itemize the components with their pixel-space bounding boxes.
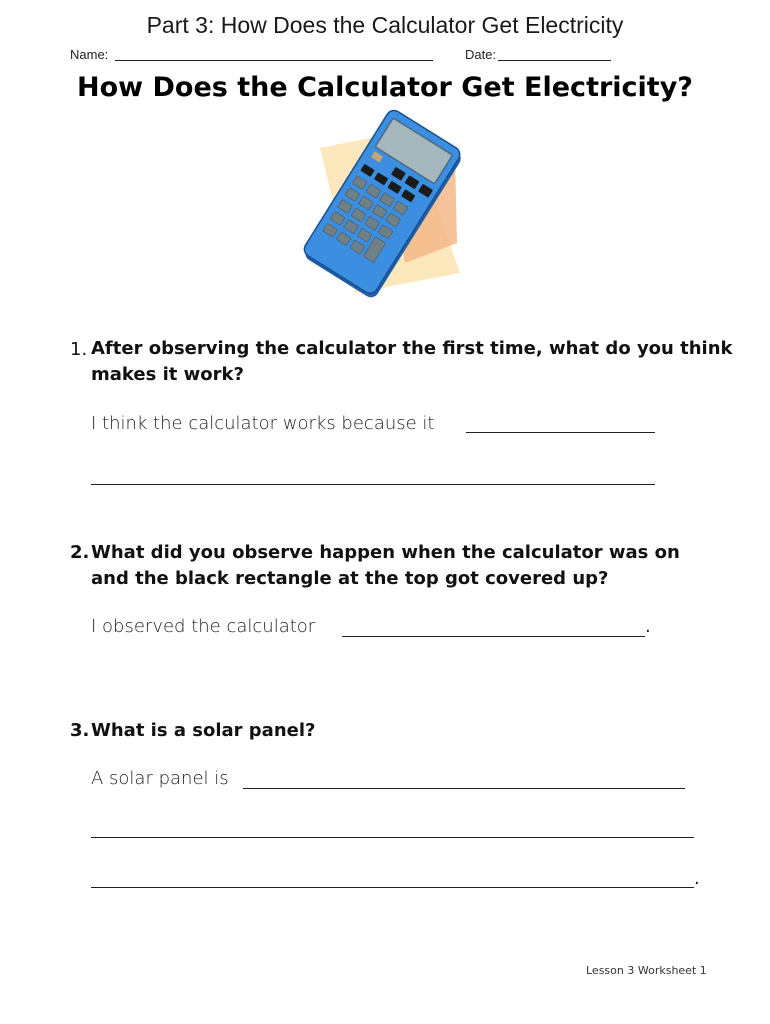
name-field-line[interactable] bbox=[115, 60, 433, 61]
question-3-text: What is a solar panel? bbox=[91, 720, 316, 741]
question-2-text-line1: What did you observe happen when the calculator was on bbox=[91, 542, 680, 563]
question-1-text-line1: After observing the calculator the first time, what do you think bbox=[91, 338, 733, 359]
question-1-answer-line-1[interactable] bbox=[466, 432, 655, 433]
question-2-answer-line[interactable] bbox=[342, 636, 645, 637]
part-title: Part 3: How Does the Calculator Get Electricity bbox=[146, 12, 624, 38]
footer-label: Lesson 3 Worksheet 1 bbox=[586, 964, 707, 977]
question-2-number: 2. bbox=[70, 542, 90, 563]
calculator-illustration bbox=[295, 108, 470, 298]
date-label: Date: bbox=[465, 47, 497, 62]
name-label: Name: bbox=[70, 47, 109, 62]
question-3-prompt: A solar panel is bbox=[91, 768, 229, 789]
question-2-period: . bbox=[645, 616, 651, 637]
question-3-period: . bbox=[694, 868, 700, 889]
date-field-line[interactable] bbox=[498, 60, 611, 61]
question-1-prompt: I think the calculator works because it bbox=[91, 413, 435, 434]
question-1-text-line2: makes it work? bbox=[91, 364, 244, 385]
question-3-answer-line-1[interactable] bbox=[243, 788, 685, 789]
question-1-number: 1. bbox=[70, 339, 88, 360]
worksheet-title: How Does the Calculator Get Electricity? bbox=[77, 72, 693, 103]
question-2-text-line2: and the black rectangle at the top got covered up? bbox=[91, 568, 609, 589]
question-3-answer-line-3[interactable] bbox=[91, 887, 694, 888]
question-2-prompt: I observed the calculator bbox=[91, 616, 316, 637]
question-3-answer-line-2[interactable] bbox=[91, 837, 694, 838]
question-3-number: 3. bbox=[70, 720, 90, 741]
question-1-answer-line-2[interactable] bbox=[91, 484, 655, 485]
